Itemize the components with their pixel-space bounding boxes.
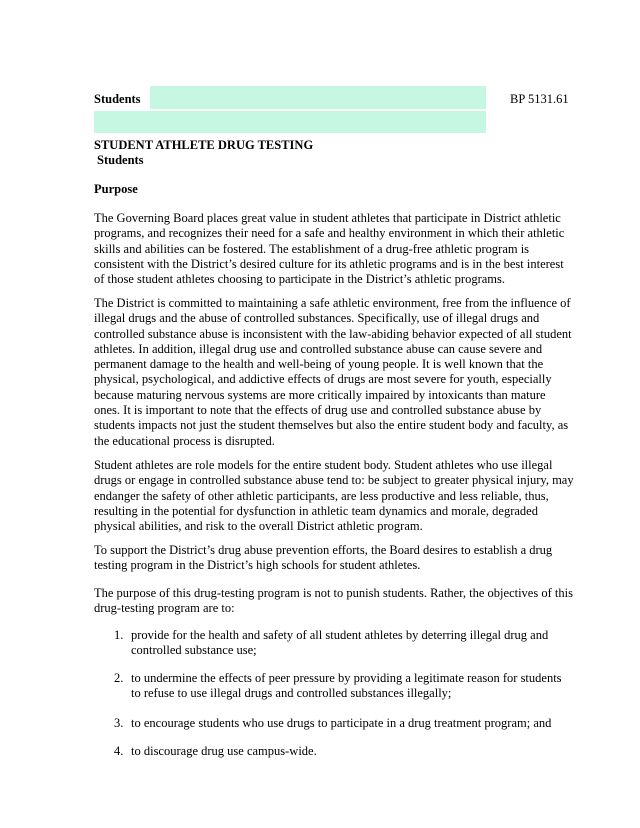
paragraph-4: To support the District’s drug abuse prevention efforts, the Board desires to establish a drug testing program in the District’s high schools for student athletes. (94, 543, 553, 573)
paragraph-3: Student athletes are role models for the entire student body. Student athletes who use illegal drugs or engage in controlled substance abuse tend to: be subject to greater physical injury, may endanger the safety of other athletic participants, are less productive and less reliable, thus, resulting in the potential for dysfunction in athletic team dynamics and morale, degraded physical abilities, and risk to the overall District athletic program. (94, 458, 574, 534)
policy-code: BP 5131.61 (510, 92, 569, 106)
section-heading: Purpose (94, 182, 138, 196)
list-item-text: to encourage students who use drugs to participate in a drug treatment program; and (131, 716, 552, 730)
policy-title-main: STUDENT ATHLETE DRUG TESTING (94, 138, 314, 152)
list-item-number: 4. (114, 744, 124, 758)
header-highlight-band-lower (94, 111, 486, 133)
policy-title-sub: Students (97, 153, 144, 167)
list-item-number: 1. (114, 628, 124, 642)
header-section-label: Students (94, 92, 141, 106)
list-item-number: 3. (114, 716, 124, 730)
header-highlight-band (150, 86, 486, 109)
list-item-text: provide for the health and safety of all student athletes by deterring illegal drug and controlled substance use; (131, 628, 549, 658)
paragraph-2: The District is committed to maintaining a safe athletic environment, free from the influence of illegal drugs and the abuse of controlled substances. Specifically, use of illegal drugs and controlled substance abuse is inconsistent with the law-abiding behavior expected of all student athletes. In addition, illegal drug use and controlled substance abuse can cause severe and permanent damage to the health and well-being of young people. It is well known that the physical, psychological, and addictive effects of drugs are most severe for youth, especially because maturing nervous systems are more critically impaired by intoxicants than mature ones. It is important to note that the effects of drug use and controlled substance abuse by students impacts not just the student themselves but also the entire student body and faculty, as the educational process is disrupted. (94, 296, 572, 448)
paragraph-5: The purpose of this drug-testing program is not to punish students. Rather, the objectives of this drug-testing program are to: (94, 586, 573, 616)
list-item-text: to undermine the effects of peer pressure by providing a legitimate reason for students to refuse to use illegal drugs and controlled substances illegally; (131, 671, 562, 701)
list-item-text: to discourage drug use campus-wide. (131, 744, 317, 758)
list-item-number: 2. (114, 671, 124, 685)
paragraph-1: The Governing Board places great value in student athletes that participate in District athletic programs, and recognizes their need for a safe and healthy environment in which their athletic skills and abilities can be fostered. The establishment of a drug-free athletic program is consistent with the District’s desired culture for its athletic programs and is in the best interest of those student athletes choosing to participate in the District’s athletic programs. (94, 211, 565, 287)
policy-title (94, 138, 313, 168)
